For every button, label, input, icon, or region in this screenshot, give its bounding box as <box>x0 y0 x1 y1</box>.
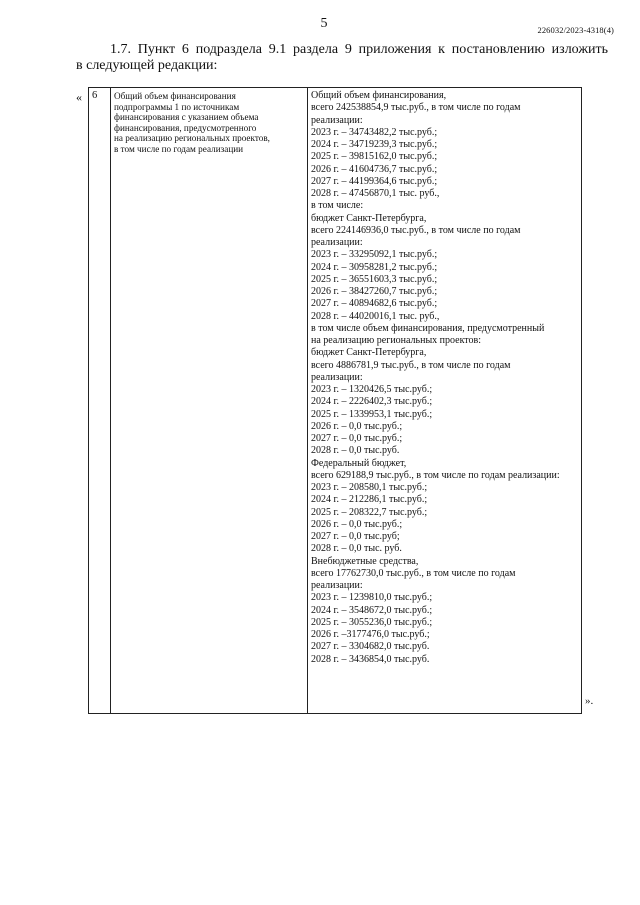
funding-line: 2028 г. – 0,0 тыс.руб. <box>311 445 400 457</box>
funding-lines <box>308 88 581 666</box>
document-id: 226032/2023-4318(4) <box>537 25 614 35</box>
funding-line: всего 4886781,9 тыс.руб., в том числе по годам <box>311 359 511 371</box>
funding-line: 2023 г. – 33295092,1 тыс.руб.; <box>311 249 438 261</box>
funding-line: всего 224146936,0 тыс.руб., в том числе по годам <box>311 224 521 236</box>
opening-quote: « <box>76 90 82 104</box>
funding-line: 2026 г. –3177476,0 тыс.руб.; <box>311 629 430 640</box>
funding-line: 2023 г. – 208580,1 тыс.руб.; <box>311 482 428 493</box>
intro-paragraph <box>76 42 608 74</box>
funding-line: 2024 г. – 2226402,3 тыс.руб.; <box>311 396 433 408</box>
funding-line: реализации: <box>311 237 363 248</box>
closing-quote: ». <box>585 695 594 707</box>
intro-second-line: в следующей редакции: <box>76 58 218 73</box>
funding-line: 2027 г. – 3304682,0 тыс.руб. <box>311 641 430 653</box>
row-label: Общий объем финансирования подпрограммы 1 по источникам финансирования с указанием объема финансирования, предусмотренного на реализацию региональных проектов, в том числе по годам реализации <box>114 91 270 154</box>
funding-line: всего 17762730,0 тыс.руб., в том числе по годам <box>311 567 516 579</box>
row-value-cell <box>308 88 582 714</box>
funding-line: бюджет Санкт-Петербурга, <box>311 212 427 224</box>
funding-line: 2028 г. – 0,0 тыс. руб. <box>311 543 402 555</box>
funding-line: Общий объем финансирования, <box>311 90 447 101</box>
funding-line: 2025 г. – 208322,7 тыс.руб.; <box>311 506 428 518</box>
funding-line: Внебюджетные средства, <box>311 555 419 567</box>
row-number: 6 <box>89 88 111 714</box>
funding-line: 2028 г. – 47456870,1 тыс. руб., <box>311 188 440 199</box>
funding-line: реализации: <box>311 114 363 126</box>
funding-line: 2028 г. – 3436854,0 тыс.руб. <box>311 653 430 665</box>
funding-line: 2026 г. – 0,0 тыс.руб.; <box>311 420 403 432</box>
funding-line: 2023 г. – 1239810,0 тыс.руб.; <box>311 592 433 604</box>
funding-line: 2024 г. – 34719239,3 тыс.руб.; <box>311 139 438 150</box>
funding-line: 2026 г. – 41604736,7 тыс.руб.; <box>311 163 438 175</box>
funding-line: 2027 г. – 44199364,6 тыс.руб.; <box>311 175 438 187</box>
funding-line: в том числе: <box>311 200 364 212</box>
funding-line: на реализацию региональных проектов: <box>311 335 482 346</box>
funding-line: 2025 г. – 36551603,3 тыс.руб.; <box>311 273 438 285</box>
row-label-cell <box>111 88 308 714</box>
funding-line: Федеральный бюджет, <box>311 457 407 469</box>
funding-line: 2026 г. – 0,0 тыс.руб.; <box>311 518 403 530</box>
funding-line: 2025 г. – 1339953,1 тыс.руб.; <box>311 408 433 420</box>
funding-line: всего 629188,9 тыс.руб., в том числе по годам реализации: <box>311 469 560 481</box>
funding-line: всего 242538854,9 тыс.руб., в том числе по годам <box>311 102 521 114</box>
funding-line: бюджет Санкт-Петербурга, <box>311 347 427 359</box>
funding-line: 2024 г. – 212286,1 тыс.руб.; <box>311 494 428 506</box>
table-row <box>89 88 582 714</box>
funding-line: 2025 г. – 39815162,0 тыс.руб.; <box>311 151 438 163</box>
page-number: 5 <box>320 16 328 31</box>
funding-line: 2027 г. – 0,0 тыс.руб.; <box>311 433 403 444</box>
intro-first-line: 1.7. Пункт 6 подраздела 9.1 раздела 9 приложения к постановлению изложить <box>110 42 608 57</box>
funding-line: 2027 г. – 0,0 тыс.руб; <box>311 531 400 542</box>
funding-line: 2023 г. – 1320426,5 тыс.руб.; <box>311 384 433 395</box>
funding-line: 2028 г. – 44020016,1 тыс. руб., <box>311 310 440 322</box>
funding-line: 2025 г. – 3055236,0 тыс.руб.; <box>311 616 433 628</box>
funding-line: 2026 г. – 38427260,7 тыс.руб.; <box>311 286 438 297</box>
funding-line: реализации: <box>311 580 363 591</box>
funding-line: в том числе объем финансирования, предусмотренный <box>311 322 545 334</box>
amendment-table <box>88 87 582 714</box>
funding-line: 2024 г. – 30958281,2 тыс.руб.; <box>311 261 438 273</box>
funding-line: 2024 г. – 3548672,0 тыс.руб.; <box>311 604 433 616</box>
funding-line: реализации: <box>311 371 363 383</box>
funding-line: 2023 г. – 34743482,2 тыс.руб.; <box>311 126 438 138</box>
funding-line: 2027 г. – 40894682,6 тыс.руб.; <box>311 298 438 310</box>
